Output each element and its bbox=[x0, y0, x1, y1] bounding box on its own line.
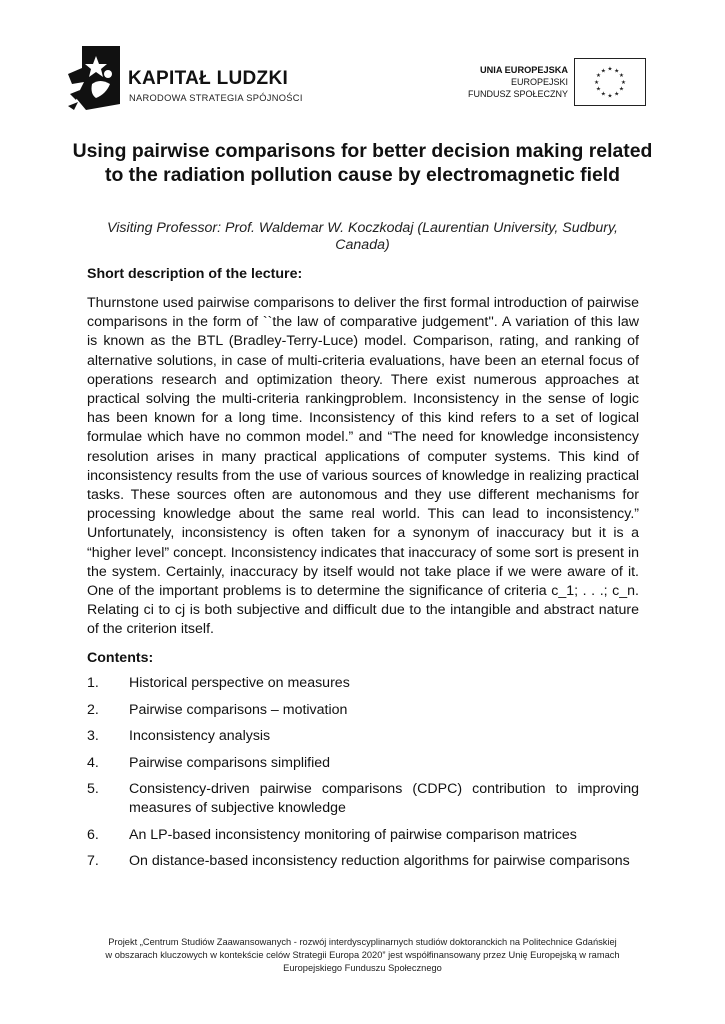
eu-line-2: EUROPEJSKI bbox=[510, 77, 568, 87]
description-heading: Short description of the lecture: bbox=[87, 266, 303, 282]
svg-text:★: ★ bbox=[595, 86, 602, 93]
kapital-ludzki-emblem-icon bbox=[66, 44, 122, 112]
svg-text:★: ★ bbox=[607, 66, 613, 73]
list-item bbox=[87, 852, 639, 871]
svg-text:★: ★ bbox=[600, 68, 606, 75]
svg-text:★: ★ bbox=[600, 91, 606, 98]
list-item bbox=[87, 727, 639, 746]
svg-text:★: ★ bbox=[595, 73, 602, 80]
list-item bbox=[87, 701, 639, 720]
project-footer bbox=[70, 936, 655, 975]
list-item-text: Pairwise comparisons simplified bbox=[129, 754, 331, 771]
svg-text:★: ★ bbox=[607, 93, 613, 100]
eu-logo bbox=[467, 58, 646, 108]
svg-text:★: ★ bbox=[618, 86, 625, 93]
eu-line-1: UNIA EUROPEJSKA bbox=[480, 65, 568, 75]
list-item-number: 4. bbox=[87, 754, 99, 771]
list-item-text: On distance-based inconsistency reduction algorithms for pairwise comparisons bbox=[129, 853, 630, 869]
kapital-ludzki-subtitle: NARODOWA STRATEGIA SPÓJNOŚCI bbox=[129, 93, 303, 103]
list-item bbox=[87, 780, 639, 818]
list-item-text: An LP-based inconsistency monitoring of pairwise comparison matrices bbox=[129, 826, 577, 843]
svg-text:★: ★ bbox=[620, 79, 626, 86]
kapital-ludzki-logo bbox=[66, 44, 316, 114]
list-item-text: Historical perspective on measures bbox=[129, 675, 350, 691]
footer-line-2: w obszarach kluczowych w kontekście celów Strategii Europa 2020” jest współfinansowany przez Unię Europejską w ramach bbox=[105, 950, 620, 960]
footer-line-1: Projekt „Centrum Studiów Zaawansowanych - rozwój interdyscyplinarnych studiów doktoranckich na Politechnice Gdańskiej bbox=[108, 937, 617, 947]
eu-flag-icon bbox=[574, 58, 646, 106]
kapital-ludzki-title: KAPITAŁ LUDZKI bbox=[128, 68, 289, 89]
list-item-number: 3. bbox=[87, 728, 99, 744]
contents-list bbox=[87, 674, 639, 879]
description-paragraph: Thurnstone used pairwise comparisons to deliver the first formal introduction of pairwise comparisons in the form of ``the law of comparative judgement''. A variation of this law is known as the BTL (Bradley-Terry-Luce) model. Comparison, rating, and ranking of alternative solutions, in case of multi-criteria evaluations, have been an eternal focus of operations research and optimization theory. There exist numerous approaches at practical solving the multi-criteria rankingproblem. Inconsistency in the sense of logic has been known for a long time. Inconsistency of this kind refers to a set of logical formulae which have no common model.” and “The need for knowledge inconsistency resolution arises in many practical applications of computer systems. This kind of inconsistency results from the use of various sources of knowledge in realizing practical tasks. These sources often are autonomous and they use different mechanisms for processing knowledge about the same real world. This can lead to inconsistency.” Unfortunately, inconsistency is often taken for a synonym of inaccuracy but it is a “higher level” concept. Inconsistency indicates that inaccuracy of some sort is present in the system. Certainly, inaccuracy by itself would not take place if we were aware of it. One of the important problems is to determine the significance of criteria c_1; . . .; c_n. Relating ci to cj is both subjective and difficult due to the intangible and abstract nature of the criterion itself. bbox=[87, 295, 639, 638]
list-item-number: 5. bbox=[87, 781, 99, 797]
svg-text:★: ★ bbox=[594, 79, 600, 86]
contents-heading: Contents: bbox=[87, 650, 154, 666]
svg-text:★: ★ bbox=[618, 73, 625, 80]
svg-text:★: ★ bbox=[614, 91, 620, 98]
list-item-number: 7. bbox=[87, 853, 99, 869]
list-item-number: 6. bbox=[87, 826, 99, 843]
svg-text:★: ★ bbox=[614, 68, 620, 75]
list-item bbox=[87, 826, 639, 845]
document-title: Using pairwise comparisons for better decision making related to the radiation pollution cause by electromagnetic field bbox=[72, 140, 653, 186]
list-item-number: 2. bbox=[87, 701, 99, 718]
eu-logo-text bbox=[468, 64, 568, 100]
list-item-text: Consistency-driven pairwise comparisons (CDPC) contribution to improving measures of subjective knowledge bbox=[129, 781, 639, 816]
list-item bbox=[87, 754, 639, 773]
list-item-text: Pairwise comparisons – motivation bbox=[129, 701, 348, 718]
list-item-number: 1. bbox=[87, 675, 99, 691]
visiting-professor-line: Visiting Professor: Prof. Waldemar W. Koczkodaj (Laurentian University, Sudbury, Canada) bbox=[107, 220, 618, 253]
eu-line-3: FUNDUSZ SPOŁECZNY bbox=[467, 89, 568, 99]
list-item bbox=[87, 674, 639, 693]
footer-line-3: Europejskiego Funduszu Społecznego bbox=[283, 963, 442, 973]
list-item-text: Inconsistency analysis bbox=[129, 728, 271, 744]
